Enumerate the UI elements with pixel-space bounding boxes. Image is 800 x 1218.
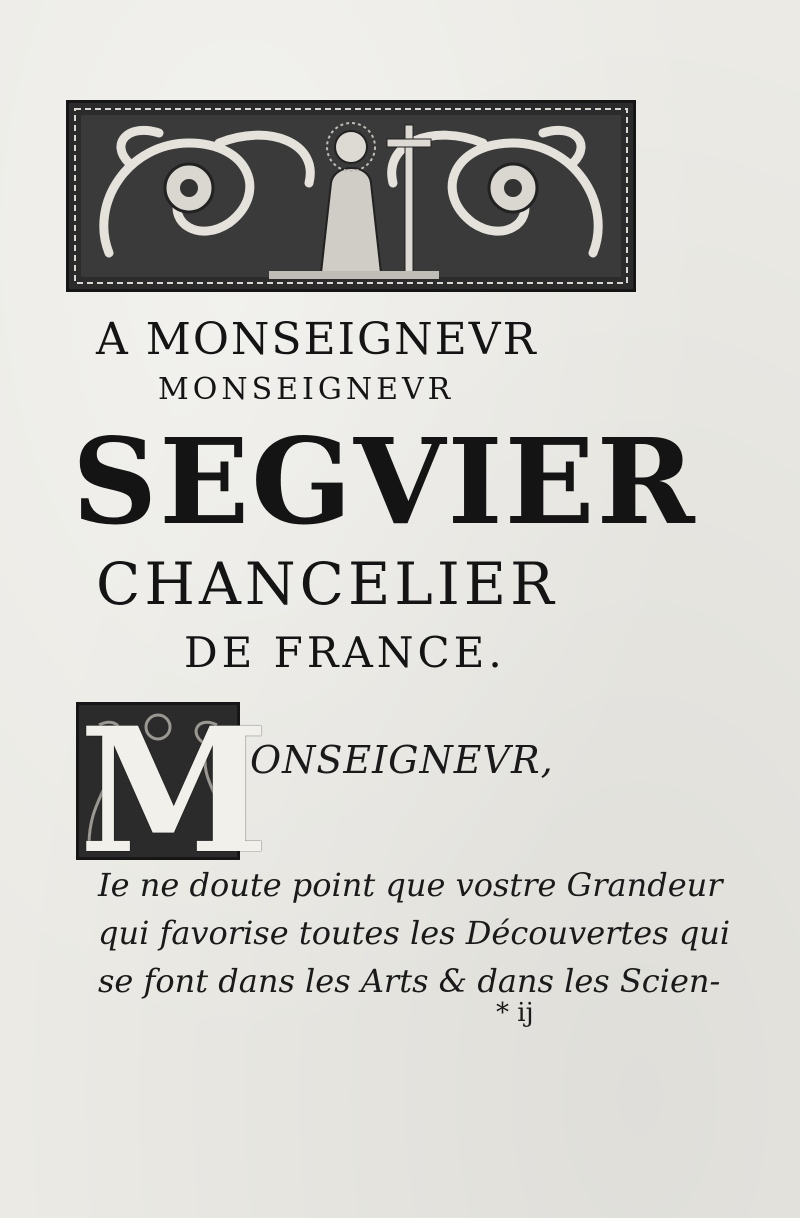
- ornamental-headpiece: [66, 100, 636, 292]
- body-line: qui favorise toutes les Découvertes qui: [98, 914, 731, 952]
- signature-mark: * ij: [496, 998, 534, 1028]
- headpiece-engraving: [69, 103, 633, 289]
- body-line: se font dans les Arts & dans les Scien-: [98, 962, 721, 1000]
- dedication-line-2: MONSEIGNEVR: [158, 372, 455, 407]
- salutation: ONSEIGNEVR,: [250, 738, 554, 782]
- body-line: Ie ne doute point que vostre Grandeur: [98, 866, 723, 904]
- dedication-country: DE FRANCE.: [184, 628, 506, 677]
- dedication-line-1: A MONSEIGNEVR: [96, 314, 538, 365]
- decorated-initial: [76, 689, 270, 892]
- initial-letter: M: [79, 689, 270, 892]
- dedication-name: SEGVIER: [72, 412, 697, 551]
- dedication-title: CHANCELIER: [96, 550, 558, 618]
